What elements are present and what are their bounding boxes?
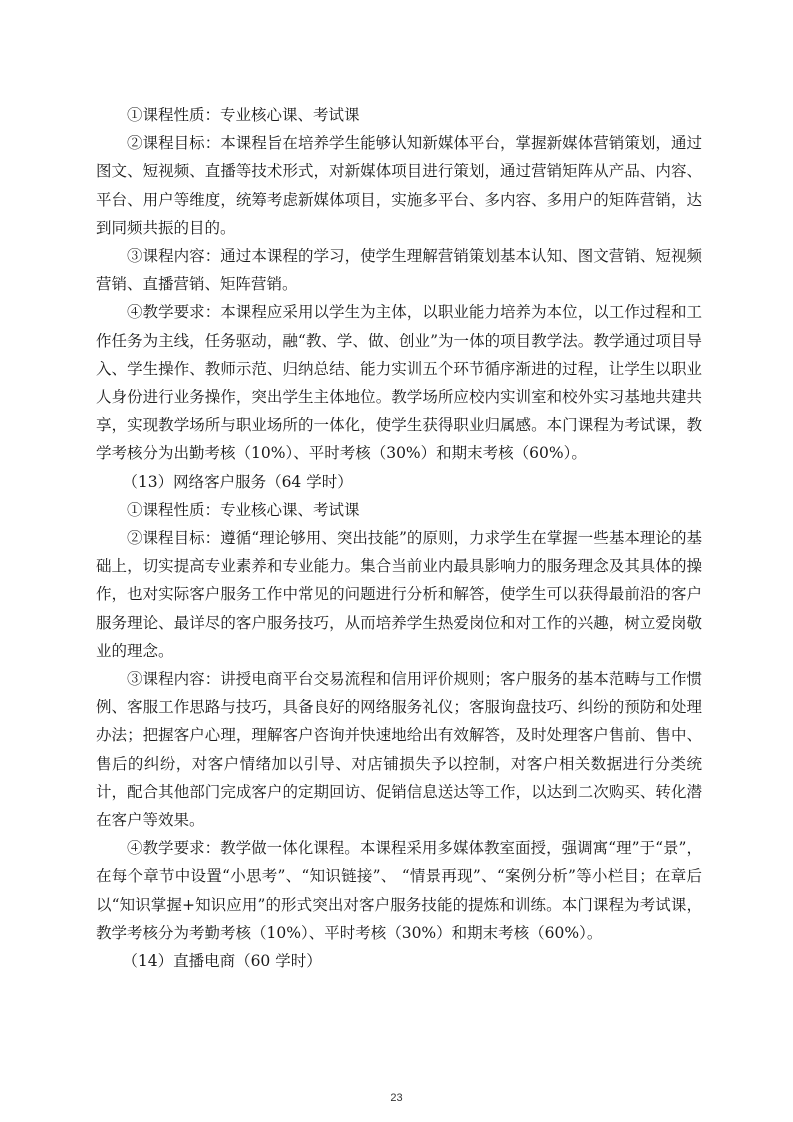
- course14-heading: （14）直播电商（60 学时）: [122, 952, 322, 971]
- course1-content: ③课程内容：通过本课程的学习，使学生理解营销策划基本认知、图文营销、短视频营销、直播营销、矩阵营销。: [96, 247, 702, 294]
- course1-objective: ②课程目标：本课程旨在培养学生能够认知新媒体平台，掌握新媒体营销策划，通过图文、短视频、直播等技术形式，对新媒体项目进行策划，通过营销矩阵从产品、内容、平台、用户等维度，统筹考虑新媒体项目，实施多平台、多内容、多用户的矩阵营销，达到同频共振的目的。: [96, 134, 702, 237]
- page-number: 23: [390, 1092, 403, 1104]
- document-body: [96, 101, 702, 975]
- course13-requirements: ④教学要求：教学做一体化课程。本课程采用多媒体教室面授，强调寓“理”于“景”，在每个章节中设置“小思考”、“知识链接”、 “情景再现”、“案例分析”等小栏目；在章后以“知识掌握+知识应用”的形式突出对客户服务技能的提炼和训练。本门课程为考试课，教学考核分为考勤考核（10%）、平时考核（30%）和期末考核（60%）。: [96, 839, 702, 942]
- course13-content: ③课程内容：讲授电商平台交易流程和信用评价规则；客户服务的基本范畴与工作惯例、客服工作思路与技巧，具备良好的网络服务礼仪；客服询盘技巧、纠纷的预防和处理办法；把握客户心理，理解客户咨询并快速地给出有效解答，及时处理客户售前、售中、售后的纠纷，对客户情绪加以引导、对店铺损失予以控制，对客户相关数据进行分类统计，配合其他部门完成客户的定期回访、促销信息送达等工作，以达到二次购买、转化潜在客户等效果。: [96, 670, 702, 830]
- course13-nature: ①课程性质：专业核心课、考试课: [127, 500, 360, 519]
- course13-heading: （13）网络客户服务（64 学时）: [122, 472, 353, 491]
- course1-nature: ①课程性质：专业核心课、考试课: [127, 106, 360, 124]
- course13-objective: ②课程目标：遵循“理论够用、突出技能”的原则，力求学生在掌握一些基本理论的基础上，切实提高专业素养和专业能力。集合当前业内最具影响力的服务理念及其具体的操作，也对实际客户服务工作中常见的问题进行分析和解答，使学生可以获得最前沿的客户服务理论、最详尽的客户服务技巧，从而培养学生热爱岗位和对工作的兴趣，树立爱岗敬业的理念。: [96, 529, 702, 660]
- course1-requirements: ④教学要求：本课程应采用以学生为主体，以职业能力培养为本位，以工作过程和工作任务为主线，任务驱动，融“教、学、做、创业”为一体的项目教学法。教学通过项目导入、学生操作、教师示范、归纳总结、能力实训五个环节循序渐进的过程，让学生以职业人身份进行业务操作，突出学生主体地位。教学场所应校内实训室和校外实习基地共建共享，实现教学场所与职业场所的一体化，使学生获得职业归属感。本门课程为考试课，教学考核分为出勤考核（10%）、平时考核（30%）和期末考核（60%）。: [96, 303, 702, 463]
